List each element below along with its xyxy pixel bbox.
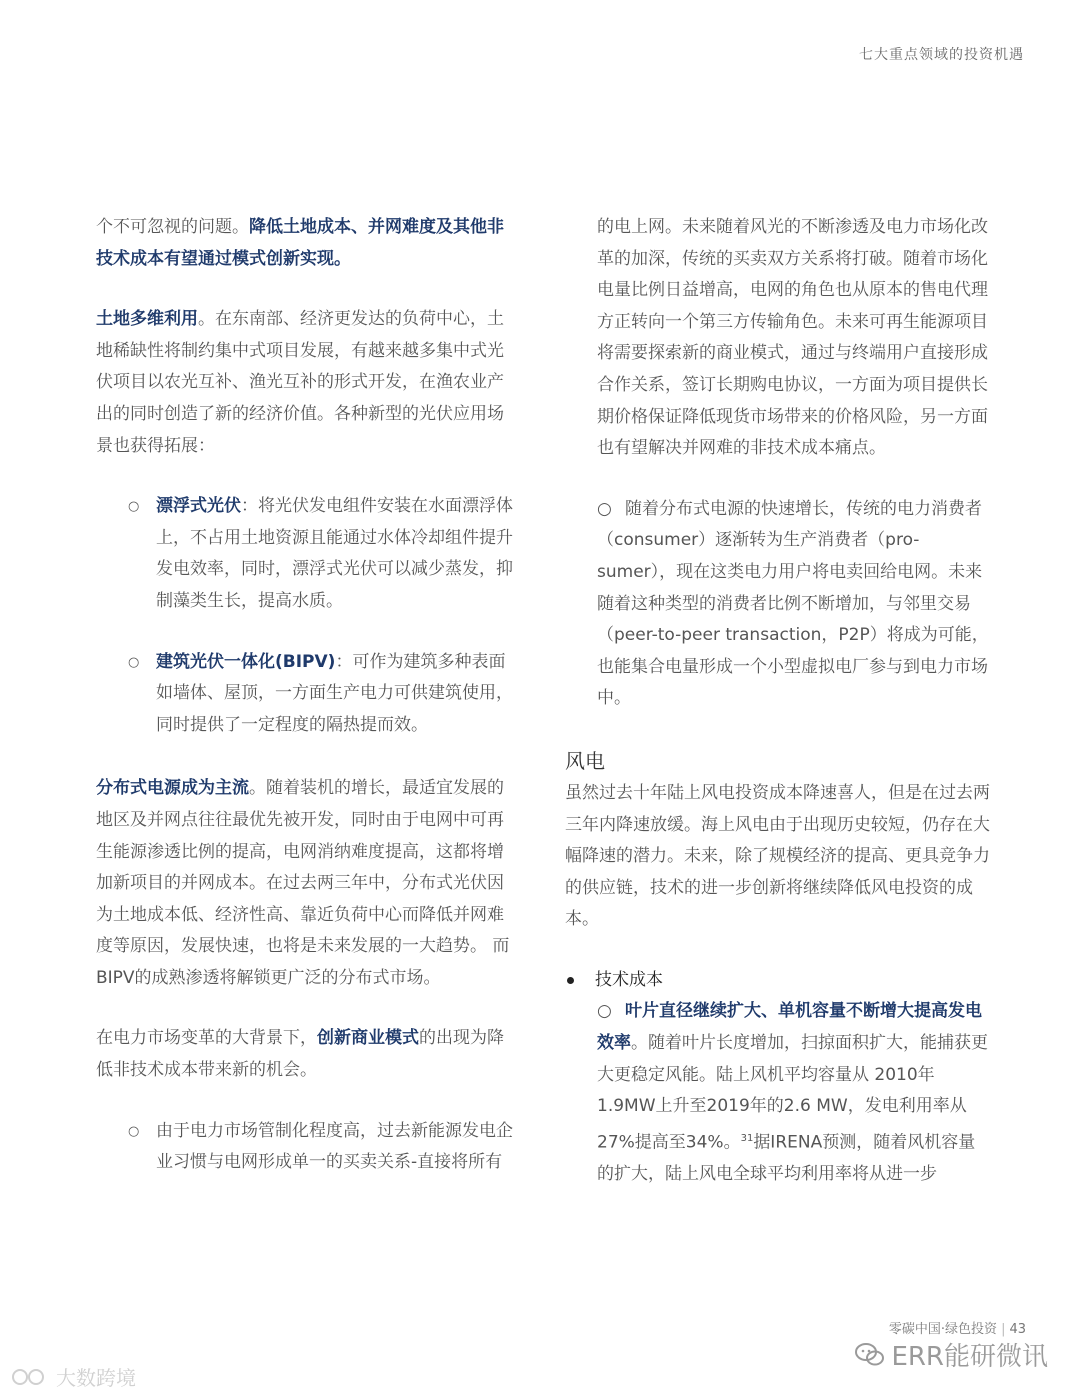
hollow-bullet-icon: ○ [128, 1123, 140, 1139]
sub-bullet: ○ 随着分布式电源的快速增长，传统的电力消费者（consumer）逐渐转为生产消费者（pro-sumer），现在这类电力用户将电卖回给电网。未来随着这种类型的消费者比例不断增加，与邻里交易（peer-to-peer transaction，P2P）将成为可能，也能集合电量形成一个小型虚拟电厂参与到电力市场中。 [565, 494, 990, 715]
hollow-bullet-icon: ○ [128, 654, 140, 670]
footnote-marker: 31 [740, 1132, 754, 1144]
sub-bullet: ○ 叶片直径继续扩大、单机容量不断增大提高发电效率。随着叶片长度增加，扫掠面积扩大，能捕获更大更稳定风能。陆上风机平均容量从 2010年1.9MW上升至2019年的2.6 MW，发电利用率从27%提高至34%。$^{31}$据IRENA预测，随着风机容量的扩大，陆上风电全球平均利用率将从进一步 [565, 996, 990, 1190]
sub-bullet: ○ 由于电力市场管制化程度高，过去新能源发电企业习惯与电网形成单一的买卖关系-直接将所有 [96, 1116, 516, 1179]
paragraph: 在电力市场变革的大背景下，创新商业模式的出现为降低非技术成本带来新的机会。 [96, 1028, 504, 1081]
paragraph: 个不可忽视的问题。降低土地成本、并网难度及其他非技术成本有望通过模式创新实现。 [96, 217, 504, 269]
sub-bullet: ○ 漂浮式光伏：将光伏发电组件安装在水面漂浮体上，不占用土地资源且能通过水体冷却组件提升发电效率，同时，漂浮式光伏可以减少蒸发，抑制藻类生长，提高水质。 [96, 491, 516, 617]
page-footer: 零碳中国·绿色投资 | 43 [888, 1322, 1026, 1337]
bullet-item: 技术成本 [565, 965, 990, 997]
wechat-icon [855, 1342, 885, 1368]
paragraph: 虽然过去十年陆上风电投资成本降速喜人，但是在过去两三年内降速放缓。海上风电由于出现历史较短，仍存在大幅降速的潜力。未来，除了规模经济的提高、更具竞争力的供应链，技术的进一步创新将继续降低风电投资的成本。 [565, 782, 990, 930]
watermark-left: 大数跨境 [10, 1362, 136, 1391]
section-heading: 风电 [565, 748, 605, 773]
paragraph-indented: 的电上网。未来随着风光的不断渗透及电力市场化改革的加深，传统的买卖双方关系将打破。随着市场化电量比例日益增高，电网的角色也从原本的售电代理方正转向一个第三方传输角色。未来可再生能源项目将需要探索新的商业模式，通过与终端用户直接形成合作关系，签订长期购电协议，一方面为项目提供长期价格保证降低现货市场带来的价格风险，另一方面也有望解决并网难的非技术成本痛点。 [597, 217, 988, 459]
hollow-bullet-icon: ○ [597, 498, 612, 519]
page-number: 43 [1009, 1322, 1026, 1337]
sub-bullet: ○ 建筑光伏一体化(BIPV)：可作为建筑多种表面如墙体、屋顶，一方面生产电力可供建筑使用，同时提供了一定程度的隔热提而效。 [96, 647, 516, 742]
hollow-bullet-icon: ○ [128, 499, 140, 515]
watermark-right: ERR能研微讯 [855, 1336, 1048, 1373]
brand-logo-icon [10, 1366, 50, 1388]
footer-title: 零碳中国·绿色投资 [888, 1322, 998, 1337]
paragraph: 土地多维利用。在东南部、经济更发达的负荷中心，土地稀缺性将制约集中式项目发展，有越来越多集中式光伏项目以农光互补、渔光互补的形式开发，在渔农业产出的同时创造了新的经济价值。各种新型的光伏应用场景也获得拓展： [96, 309, 504, 456]
left-column [96, 212, 516, 1179]
hollow-bullet-icon: ○ [597, 1001, 612, 1022]
running-header: 七大重点领域的投资机遇 [859, 47, 1024, 63]
paragraph: 分布式电源成为主流。随着装机的增长，最适宜发展的地区及并网点往往最优先被开发，同时由于电网中可再生能源渗透比例的提高，电网消纳难度提高，这都将增加新项目的并网成本。在过去两三年中，分布式光伏因为土地成本低、经济性高、靠近负荷中心而降低并网难度等原因，发展快速，也将是未来发展的一大趋势。 而BIPV的成熟渗透将解锁更广泛的分布式市场。 [96, 778, 510, 988]
bullet-dot-icon [567, 977, 574, 984]
right-column [565, 212, 990, 1191]
